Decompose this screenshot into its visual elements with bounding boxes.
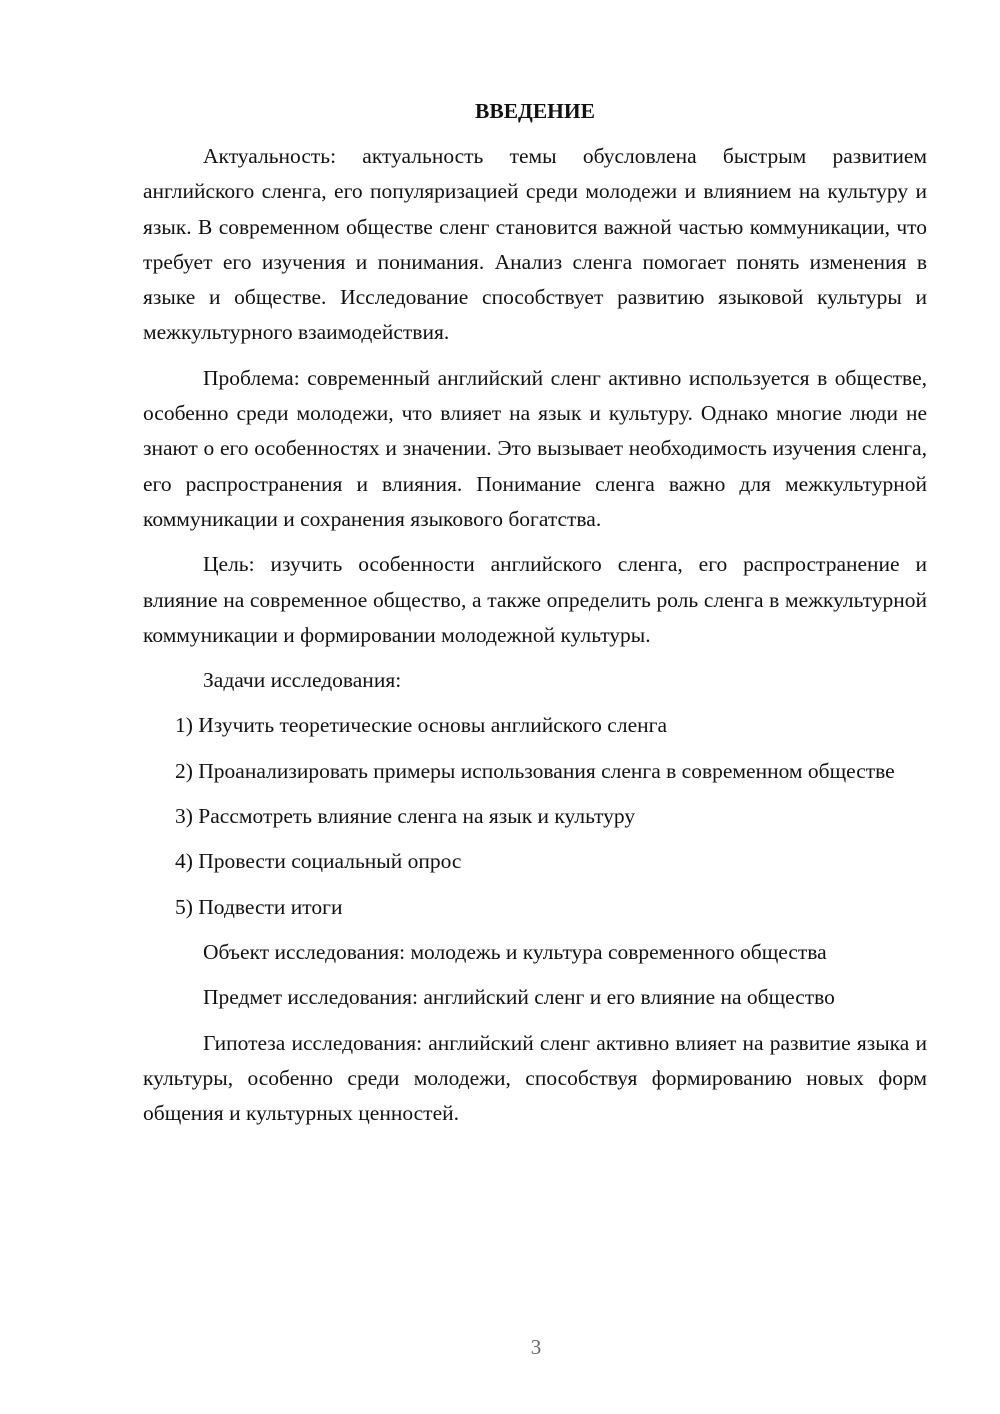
paragraph-problem: Проблема: современный английский сленг активно используется в обществе, особенно среди молодежи, что влияет на язык и культуру. Однако многие люди не знают о его особенностях и значении. Это вызывает необходимость изучения сленга, его распространения и влияния. Понимание сленга важно для межкультурной коммуникации и сохранения языкового богатства.: [143, 365, 927, 531]
task-item-1: 1) Изучить теоретические основы английского сленга: [175, 713, 667, 738]
document-page: [143, 94, 927, 1141]
tasks-heading: Задачи исследования:: [203, 668, 402, 693]
paragraph-goal: Цель: изучить особенности английского сленга, его распространение и влияние на современное общество, а также определить роль сленга в межкультурной коммуникации и формировании молодежной культуры.: [143, 552, 927, 647]
task-item-4: 4) Провести социальный опрос: [175, 849, 462, 874]
task-item-2: 2) Проанализировать примеры использования сленга в современном обществе: [175, 758, 895, 783]
paragraph-subject: Предмет исследования: английский сленг и его влияние на общество: [203, 985, 835, 1010]
paragraph-object: Объект исследования: молодежь и культура современного общества: [203, 939, 827, 964]
task-item-3: 3) Рассмотреть влияние сленга на язык и культуру: [175, 804, 636, 829]
task-item-5: 5) Подвести итоги: [175, 894, 343, 919]
page-number: 3: [530, 1335, 542, 1359]
paragraph-hypothesis: Гипотеза исследования: английский сленг активно влияет на развитие языка и культуры, особенно среди молодежи, способствуя формированию новых форм общения и культурных ценностей.: [143, 1030, 927, 1126]
section-title: ВВЕДЕНИЕ: [475, 99, 595, 123]
paragraph-relevance: Актуальность: актуальность темы обусловлена быстрым развитием английского сленга, его популяризацией среди молодежи и влиянием на культуру и язык. В современном обществе сленг становится важной частью коммуникации, что требует его изучения и понимания. Анализ сленга помогает понять изменения в языке и обществе. Исследование способствует развитию языковой культуры и межкультурного взаимодействия.: [143, 144, 927, 345]
